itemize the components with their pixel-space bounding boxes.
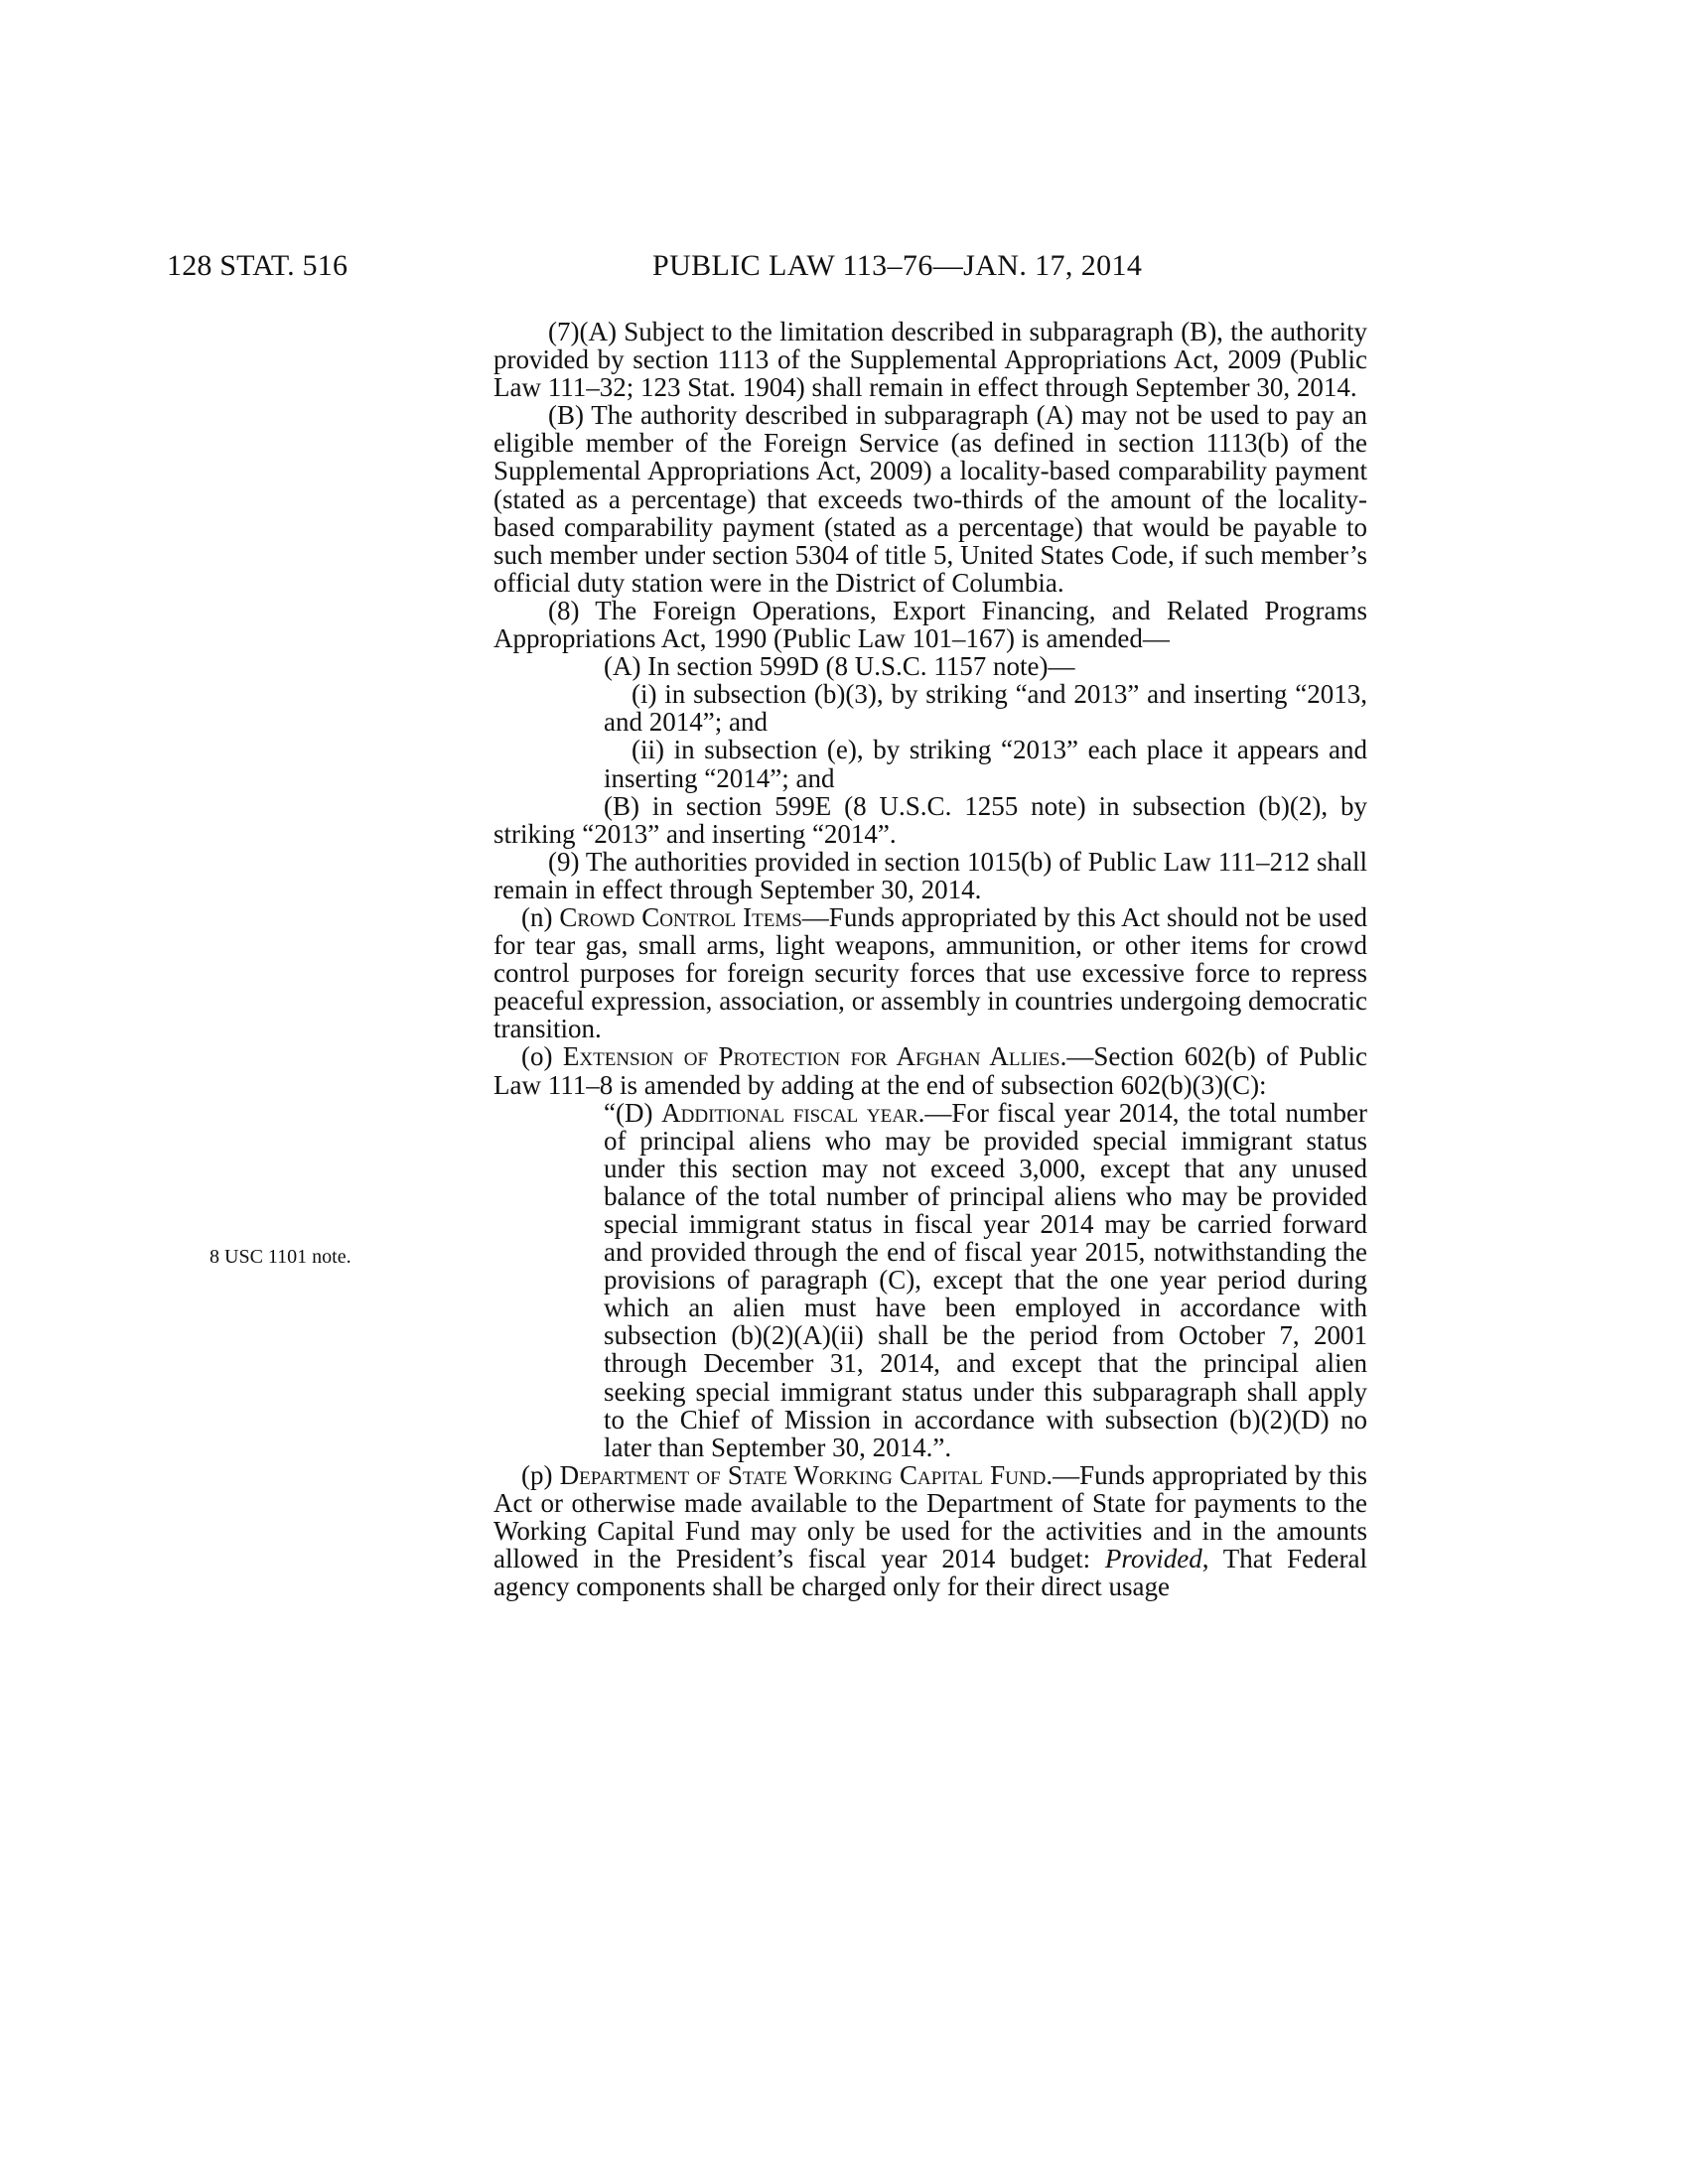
subsection-n-heading: Crowd Control Items <box>559 901 802 932</box>
subsection-n-label: (n) <box>521 901 553 932</box>
subsection-o-label: (o) <box>521 1041 553 1072</box>
subsection-p-provided: Provided <box>1104 1544 1202 1574</box>
subsection-o-text: .—Section 602(b) of Public Law 111–8 is amended by adding at the end of subsection 602(b)(3)(C): <box>493 1041 1368 1100</box>
stat-page-number: 128 STAT. 516 <box>167 249 349 282</box>
paragraph-8b: (B) in section 599E (8 U.S.C. 1255 note) in subsection (b)(2), by striking “2013” and inserting “2014”. <box>493 790 1367 849</box>
subparagraph-d-label: “(D) <box>604 1097 653 1128</box>
subsection-n-text: —Funds appropriated by this Act should not be used for tear gas, small arms, light weapons, ammunition, or other items for crowd control purposes for foreign security forces that use excessive force to repress peaceful expression, association, or assembly in countries undergoing democratic transition. <box>493 901 1367 1044</box>
subparagraph-d-heading: Additional fiscal year <box>661 1097 918 1128</box>
subsection-o-heading: Extension of Protection for Afghan Allies <box>562 1041 1060 1072</box>
subsection-p-text-1: .—Funds appropriated by this Act or otherwise made available to the Department of State for payments to the Working Capital Fund may only be used for the activities and in the amounts allowed in the President’s fiscal year 2014 budget: <box>493 1459 1367 1574</box>
quoted-subparagraph-d <box>493 1099 1367 1461</box>
paragraph-8: (8) The Foreign Operations, Export Financing, and Related Programs Appropriations Act, 1990 (Public Law 101–167) is amended— <box>493 595 1367 654</box>
subsection-p-heading: Department of State Working Capital Fund <box>559 1459 1047 1490</box>
document-body <box>493 318 1367 1600</box>
law-title: PUBLIC LAW 113–76—JAN. 17, 2014 <box>652 249 1143 282</box>
margin-citation-note: 8 USC 1101 note. <box>210 1246 352 1268</box>
paragraph-7b: (B) The authority described in subparagraph (A) may not be used to pay an eligible member of the Foreign Service (as defined in section 1113(b) of the Supplemental Appropriations Act, 2009) a locality-based comparability payment (stated as a percentage) that exceeds two-thirds of the amount of the locality-based comparability payment (stated as a percentage) that would be payable to such member under section 5304 of title 5, United States Code, if such member’s official duty station were in the District of Columbia. <box>493 400 1367 598</box>
paragraph-8a-i: (i) in subsection (b)(3), by striking “and 2013” and inserting “2013, and 2014”; and <box>604 679 1367 738</box>
paragraph-8a: (A) In section 599D (8 U.S.C. 1157 note)— <box>604 651 1075 682</box>
subsection-p-label: (p) <box>521 1459 553 1490</box>
paragraph-9: (9) The authorities provided in section 1015(b) of Public Law 111–212 shall remain in effect through September 30, 2014. <box>493 846 1367 904</box>
subsection-n <box>493 903 1367 1042</box>
subparagraph-d-text: .—For fiscal year 2014, the total number of principal aliens who may be provided special immigrant status under this section may not exceed 3,000, except that any unused balance of the total number of principal aliens who may be provided special immigrant status in fiscal year 2014 may be carried forward and provided through the end of fiscal year 2015, notwithstanding the provisions of paragraph (C), except that the one year period during which an alien must have been employed in accordance with subsection (b)(2)(A)(ii) shall be the period from October 7, 2001 through December 31, 2014, and except that the principal alien seeking special immigrant status under this subparagraph shall apply to the Chief of Mission in accordance with subsection (b)(2)(D) no later than September 30, 2014.”. <box>604 1097 1368 1462</box>
subsection-o <box>493 1042 1367 1098</box>
paragraph-7a: (7)(A) Subject to the limitation described in subparagraph (B), the authority provided by section 1113 of the Supplemental Appropriations Act, 2009 (Public Law 111–32; 123 Stat. 1904) shall remain in effect through September 30, 2014. <box>493 317 1367 403</box>
subsection-p <box>493 1461 1367 1600</box>
subsection-p-text-2: , That Federal agency components shall be charged only for their direct usage <box>493 1544 1367 1602</box>
paragraph-8a-ii: (ii) in subsection (e), by striking “2013” each place it appears and inserting “2014”; and <box>604 735 1367 793</box>
